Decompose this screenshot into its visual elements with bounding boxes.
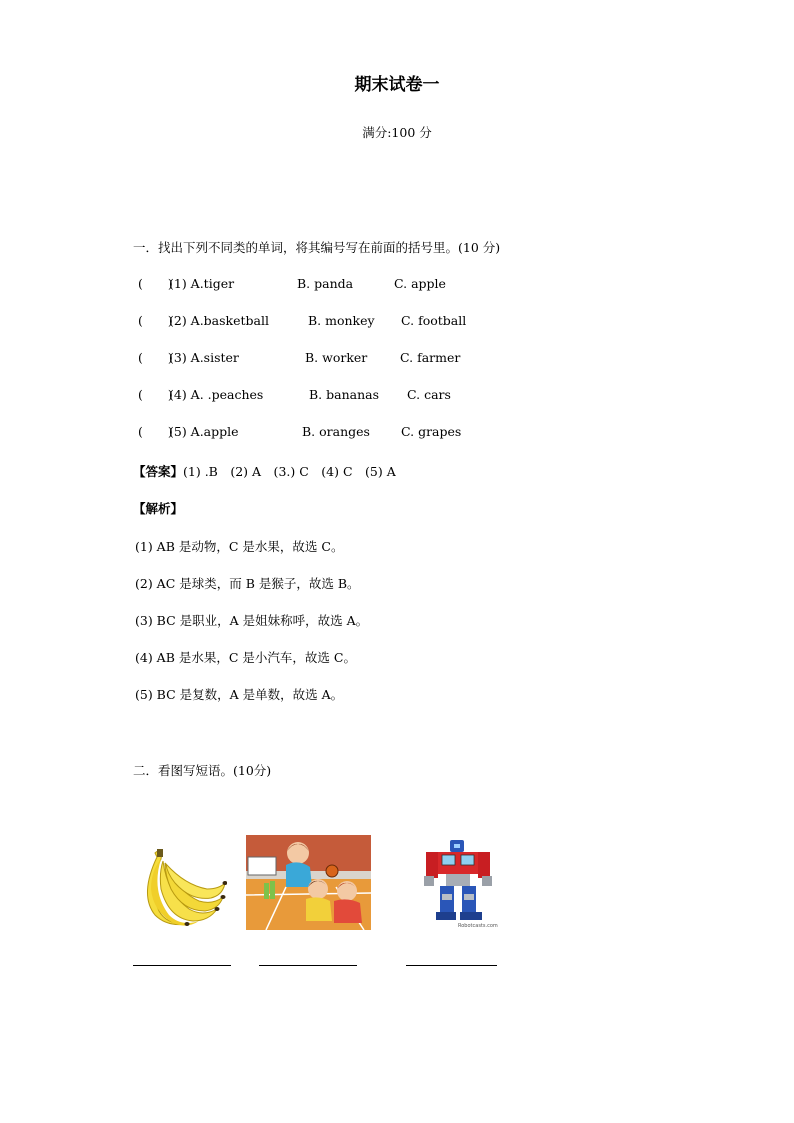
- answer-label: 【答案】: [133, 464, 184, 479]
- analysis-item: (1) AB 是动物，C 是水果，故选 C。: [135, 539, 344, 554]
- answer-blank: ( ): [138, 350, 173, 365]
- answer-blank: ( ): [138, 424, 173, 439]
- analysis-item: (2) AC 是球类，而 B 是猴子，故选 B。: [135, 576, 360, 591]
- option-c: C. football: [401, 313, 467, 328]
- option-c: C. cars: [407, 387, 451, 402]
- analysis-item: (4) AB 是水果，C 是小汽车，故选 C。: [135, 650, 356, 665]
- option-a: (3) A.sister: [169, 350, 239, 365]
- page-title: 期末试卷一: [354, 75, 440, 95]
- option-a: (5) A.apple: [169, 424, 239, 439]
- option-c: C. grapes: [401, 424, 462, 439]
- option-b: B. monkey: [308, 313, 375, 328]
- option-a: (1) A.tiger: [169, 276, 235, 291]
- option-b: B. bananas: [309, 387, 380, 402]
- robot-watermark: Robotcasts.com: [458, 923, 498, 929]
- option-a: (2) A.basketball: [169, 313, 269, 328]
- answer-line: [133, 462, 396, 480]
- option-b: B. oranges: [302, 424, 370, 439]
- option-a: (4) A. .peaches: [169, 387, 264, 402]
- phrase-blank-3[interactable]: [406, 965, 497, 966]
- option-b: B. panda: [297, 276, 354, 291]
- analysis-label: 【解析】: [133, 501, 184, 516]
- analysis-item: (3) BC 是职业，A 是姐妹称呼，故选 A。: [135, 613, 369, 628]
- answer-blank: ( ): [138, 276, 173, 291]
- answer-blank: ( ): [138, 387, 173, 402]
- option-b: B. worker: [305, 350, 368, 365]
- option-c: C. apple: [394, 276, 446, 291]
- section1-heading: 一．找出下列不同类的单词，将其编号写在前面的括号里。(10 分): [133, 240, 501, 255]
- bananas-picture: [137, 845, 227, 930]
- answer-blank: ( ): [138, 313, 173, 328]
- phrase-blank-2[interactable]: [259, 965, 357, 966]
- robot-picture: [420, 838, 498, 930]
- section2-heading: 二．看图写短语。(10分): [133, 763, 272, 778]
- full-score: 满分:100 分: [362, 125, 432, 140]
- analysis-item: (5) BC 是复数，A 是单数，故选 A。: [135, 687, 344, 702]
- basketball-picture: [246, 835, 371, 930]
- option-c: C. farmer: [400, 350, 461, 365]
- phrase-blank-1[interactable]: [133, 965, 231, 966]
- answer-text: (1) .B (2) A (3.) C (4) C (5) A: [183, 464, 396, 479]
